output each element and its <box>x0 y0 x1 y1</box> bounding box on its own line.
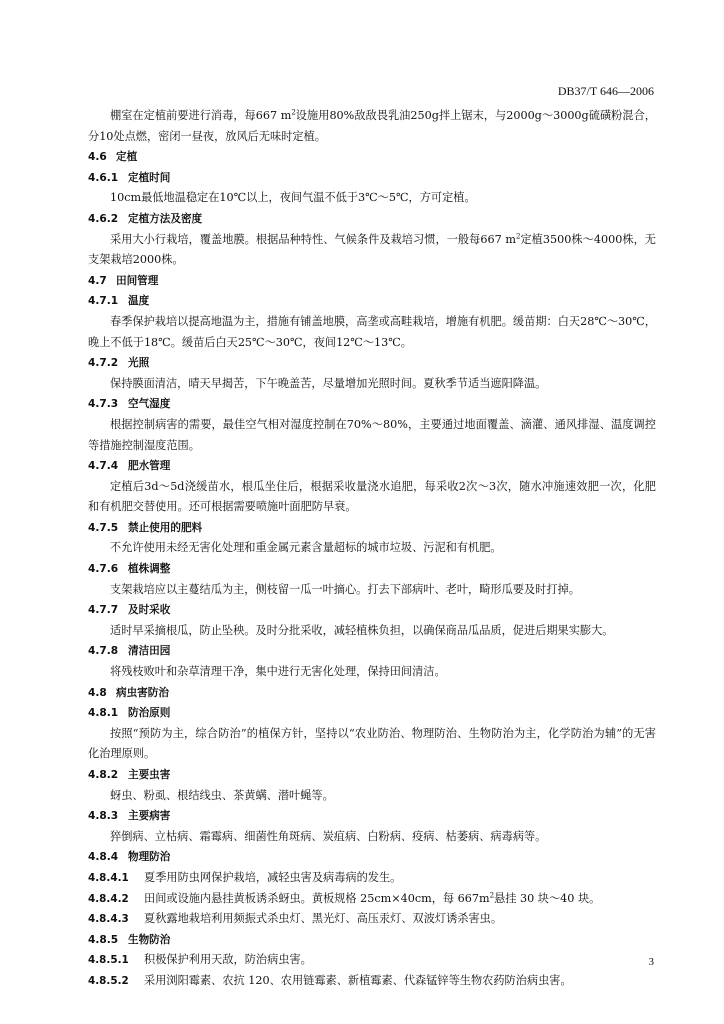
section-4-6-1-heading: 4.6.1 定植时间 <box>88 171 171 184</box>
section-4-8-4-3: 4.8.4.3 夏秋露地栽培利用频振式杀虫灯、黑光灯、高压汞灯、双波灯诱杀害虫。 <box>88 912 503 926</box>
section-4-7-6-text: 支架栽培应以主蔓结瓜为主，侧枝留一瓜一叶摘心。打去下部病叶、老叶，畸形瓜要及时打掉。 <box>110 582 580 596</box>
section-4-7-8-heading: 4.7.8 清洁田园 <box>88 645 171 658</box>
section-4-7-5-text: 不允许使用未经无害化处理和重金属元素含量超标的城市垃圾、污泥和有机肥。 <box>110 541 502 555</box>
section-4-8-2-text: 蚜虫、粉虱、根结线虫、茶黄螨、潜叶蝇等。 <box>110 788 334 802</box>
section-4-8-4-heading: 4.8.4 物理防治 <box>88 851 171 864</box>
section-4-8-5-heading: 4.8.5 生物防治 <box>88 933 171 946</box>
section-4-8-5-2: 4.8.5.2 采用浏阳霉素、农抗 120、农用链霉素、新植霉素、代森锰锌等生物农药防治病虫害。 <box>88 973 572 987</box>
section-4-8-3-text: 猝倒病、立枯病、霜霉病、细菌性角斑病、炭疽病、白粉病、疫病、枯萎病、病毒病等。 <box>110 829 547 843</box>
section-4-8-3-heading: 4.8.3 主要病害 <box>88 810 171 823</box>
section-4-7-heading: 4.7 田间管理 <box>88 274 159 287</box>
section-4-6-1-text: 10cm最低地温稳定在10℃以上，夜间气温不低于3℃～5℃，方可定植。 <box>110 191 476 205</box>
section-4-7-6-heading: 4.7.6 植株调整 <box>88 563 171 576</box>
section-4-7-8-text: 将残枝败叶和杂草清理干净，集中进行无害化处理，保持田间清洁。 <box>110 665 446 679</box>
page-number: 3 <box>648 956 654 968</box>
section-4-7-1-heading: 4.7.1 温度 <box>88 295 150 308</box>
section-4-7-7-heading: 4.7.7 及时采收 <box>88 604 171 617</box>
section-4-8-4-1: 4.8.4.1 夏季用防虫网保护栽培，减轻虫害及病毒病的发生。 <box>88 870 402 884</box>
section-4-6-2-text: 采用大小行栽培，覆盖地膜。根据品种特性、气候条件及栽培习惯，一般每667 $m^2$定植3500株～4000株，无支架栽培2000株。 <box>88 231 656 267</box>
section-4-7-2-text: 保持膜面清洁，晴天早揭苦，下午晚盖苦，尽量增加光照时间。夏秋季节适当遮阳降温。 <box>110 376 547 390</box>
section-4-7-4-text: 定植后3d～5d浇缓苗水，根瓜坐住后，根据采收量浇水追肥，每采收2次～3次，随水冲施速效肥一次，化肥和有机肥交替使用。还可根据需要喷施叶面肥防早衰。 <box>88 479 656 514</box>
section-4-8-2-heading: 4.8.2 主要虫害 <box>88 769 171 781</box>
document-code: DB37/T 646—2006 <box>557 84 654 98</box>
section-4-7-5-heading: 4.7.5 禁止使用的肥料 <box>88 521 203 534</box>
section-4-8-1-heading: 4.8.1 防治原则 <box>88 707 171 720</box>
section-4-8-1-text: 按照“预防为主，综合防治”的植保方针，坚持以“农业防治、物理防治、生物防治为主，化学防治为辅”的无害化治理原则。 <box>88 726 656 761</box>
section-4-8-5-1: 4.8.5.1 积极保护利用天敌，防治病虫害。 <box>88 953 312 967</box>
section-4-6-2-heading: 4.6.2 定植方法及密度 <box>88 212 203 225</box>
section-4-6-heading: 4.6 定植 <box>88 151 138 164</box>
section-4-8-heading: 4.8 病虫害防治 <box>88 686 169 699</box>
section-4-7-1-text: 春季保护栽培以提高地温为主，措施有铺盖地膜，高垄或高畦栽培，增施有机肥。缓苗期：白天28℃～30℃，晚上不低于18℃。缓苗后白天25℃～30℃，夜间12℃～13℃。 <box>88 314 656 349</box>
page-content <box>88 106 656 992</box>
section-4-7-7-text: 适时早采摘根瓜，防止坠秧。及时分批采收，减轻植株负担，以确保商品瓜品质，促进后期果实膨大。 <box>110 623 614 637</box>
section-4-7-3-text: 根据控制病害的需要，最佳空气相对湿度控制在70%～80%，主要通过地面覆盖、滴灌、通风排湿、温度调控等措施控制湿度范围。 <box>88 417 656 452</box>
paragraph-disinfection: 棚室在定植前要进行消毒，每667 $m^2$设施用80%敌敌畏乳油250g拌上锯末，与2000g～3000g硫磺粉混合，分10处点燃，密闭一昼夜，放风后无味时定植。 <box>88 108 656 143</box>
section-4-7-4-heading: 4.7.4 肥水管理 <box>88 460 171 473</box>
section-4-8-4-2: 4.8.4.2 田间或设施内悬挂黄板诱杀蚜虫。黄板规格 25cm×40cm，每 $667m^2$悬挂 30 块～40 块。 <box>88 890 601 905</box>
section-4-7-3-heading: 4.7.3 空气湿度 <box>88 398 171 411</box>
section-4-7-2-heading: 4.7.2 光照 <box>88 357 150 370</box>
